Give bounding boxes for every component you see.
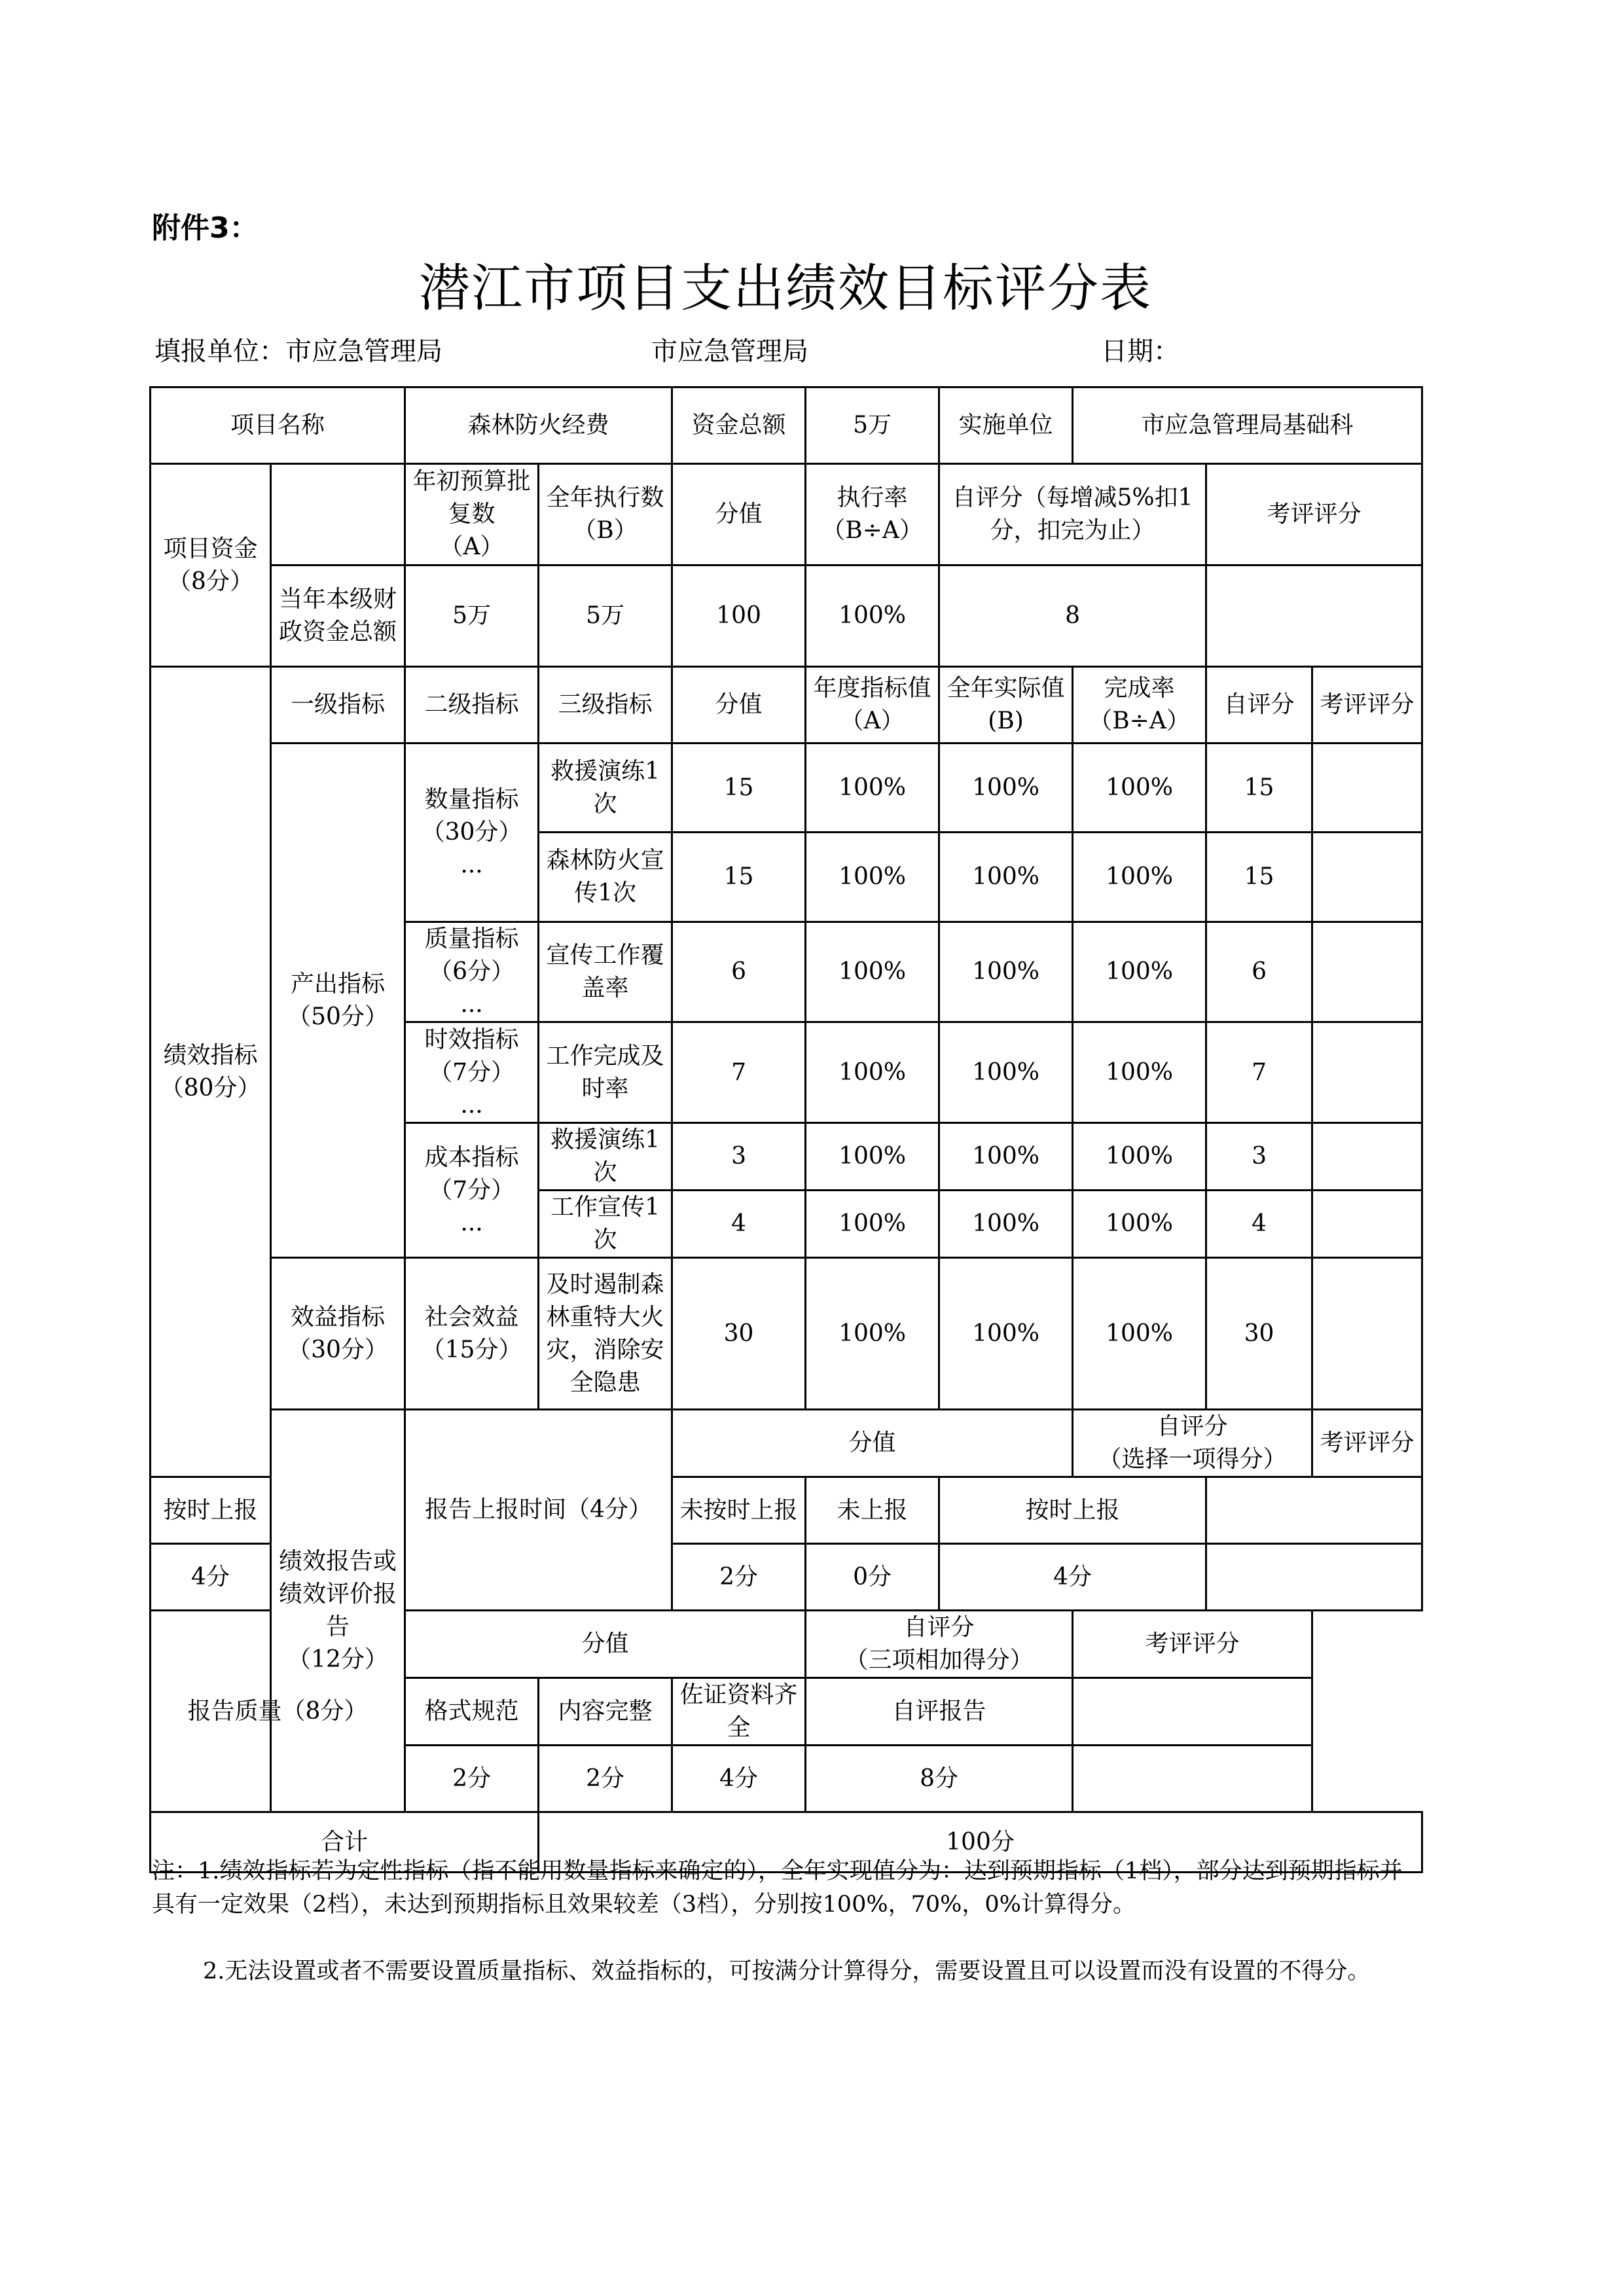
report-time-self-header: 自评分 （选择一项得分） — [1073, 1410, 1312, 1477]
l3-indicator: 工作完成及时率 — [539, 1022, 672, 1123]
output-indicator-label: 产出指标 （50分） — [271, 744, 405, 1258]
evidence-criterion: 佐证资料齐全 — [672, 1678, 806, 1746]
perf-col-actual: 全年实际值(B) — [939, 667, 1073, 744]
indicator-self-score: 15 — [1206, 744, 1312, 833]
report-time-label: 报告上报时间（4分） — [405, 1410, 672, 1611]
indicator-review-score — [1312, 1191, 1422, 1258]
content-criterion: 内容完整 — [539, 1678, 672, 1746]
report-quality-self-header: 自评分 （三项相加得分） — [806, 1611, 1073, 1678]
l3-indicator: 宣传工作覆盖率 — [539, 922, 672, 1022]
l3-indicator: 森林防火宣传1次 — [539, 833, 672, 922]
report-time-self-value: 按时上报 — [939, 1477, 1206, 1544]
indicator-review-score — [1312, 922, 1422, 1022]
fill-unit-label: 填报单位：市应急管理局 — [154, 336, 442, 367]
l3-indicator: 工作宣传1次 — [539, 1191, 672, 1258]
indicator-score: 3 — [672, 1123, 806, 1191]
total-label: 合计 — [151, 1812, 539, 1873]
funds-exec-value: 5万 — [539, 565, 672, 667]
fund-total-label: 资金总额 — [672, 387, 806, 464]
impl-unit-value: 市应急管理局基础科 — [1073, 387, 1422, 464]
indicator-rate: 100% — [1073, 922, 1206, 1022]
evidence-points: 4分 — [672, 1746, 806, 1812]
funds-score-value: 100 — [672, 565, 806, 667]
funds-col-rate: 执行率 （B÷A） — [806, 464, 939, 565]
indicator-score: 15 — [672, 833, 806, 922]
date-label: 日期： — [1101, 336, 1180, 367]
indicator-rate: 100% — [1073, 1191, 1206, 1258]
indicator-rate: 100% — [1073, 1123, 1206, 1191]
indicator-target: 100% — [806, 922, 939, 1022]
indicator-score: 15 — [672, 744, 806, 833]
indicator-self-score: 30 — [1206, 1258, 1312, 1410]
indicator-rate: 100% — [1073, 744, 1206, 833]
indicator-target: 100% — [806, 1258, 939, 1410]
quantity-indicator-label: 数量指标 （30分） ... — [405, 744, 539, 922]
report-time-score-header: 分值 — [672, 1410, 1073, 1477]
indicator-actual: 100% — [939, 833, 1073, 922]
funds-budget-value: 5万 — [405, 565, 539, 667]
l3-indicator: 救援演练1次 — [539, 744, 672, 833]
time-indicator-label: 时效指标 （7分） ... — [405, 1022, 539, 1123]
report-quality-review-header: 考评评分 — [1073, 1611, 1312, 1678]
funds-row-label: 当年本级财政资金总额 — [271, 565, 405, 667]
format-criterion: 格式规范 — [405, 1678, 539, 1746]
on-time-points: 4分 — [151, 1544, 271, 1611]
total-value: 100分 — [539, 1812, 1422, 1873]
indicator-actual: 100% — [939, 744, 1073, 833]
funds-review-value — [1206, 565, 1422, 667]
funds-rate-value: 100% — [806, 565, 939, 667]
indicator-review-score — [1312, 1258, 1422, 1410]
indicator-score: 6 — [672, 922, 806, 1022]
report-section-label: 绩效报告或绩效评价报告 （12分） — [271, 1410, 405, 1812]
perf-col-review: 考评评分 — [1312, 667, 1422, 744]
perf-col-l3: 三级指标 — [539, 667, 672, 744]
indicator-self-score: 7 — [1206, 1022, 1312, 1123]
fund-total-value: 5万 — [806, 387, 939, 464]
l3-indicator: 及时遏制森林重特大火灾，消除安全隐患 — [539, 1258, 672, 1410]
indicator-actual: 100% — [939, 922, 1073, 1022]
indicator-rate: 100% — [1073, 1258, 1206, 1410]
indicator-target: 100% — [806, 1191, 939, 1258]
indicator-review-score — [1312, 1123, 1422, 1191]
indicator-self-score: 4 — [1206, 1191, 1312, 1258]
perf-col-self: 自评分 — [1206, 667, 1312, 744]
indicator-actual: 100% — [939, 1258, 1073, 1410]
report-time-review-value — [1206, 1477, 1422, 1544]
report-quality-review-value — [1073, 1678, 1312, 1746]
format-points: 2分 — [405, 1746, 539, 1812]
funds-blank-cell — [271, 464, 405, 565]
indicator-actual: 100% — [939, 1191, 1073, 1258]
indicator-self-score: 15 — [1206, 833, 1312, 922]
indicator-actual: 100% — [939, 1022, 1073, 1123]
cost-indicator-label: 成本指标 （7分） ... — [405, 1123, 539, 1258]
project-name-label: 项目名称 — [151, 387, 405, 464]
late-points: 2分 — [672, 1544, 806, 1611]
report-quality-label: 报告质量（8分） — [151, 1611, 405, 1812]
report-quality-review-points — [1073, 1746, 1312, 1812]
indicator-score: 7 — [672, 1022, 806, 1123]
indicator-review-score — [1312, 744, 1422, 833]
report-quality-self-points: 8分 — [806, 1746, 1073, 1812]
notes — [152, 1855, 1418, 1988]
indicator-target: 100% — [806, 1123, 939, 1191]
indicator-target: 100% — [806, 744, 939, 833]
perf-col-rate: 完成率 （B÷A） — [1073, 667, 1206, 744]
report-time-review-header: 考评评分 — [1312, 1410, 1422, 1477]
evaluation-table — [149, 386, 1423, 1873]
perf-col-score: 分值 — [672, 667, 806, 744]
funds-self-value: 8 — [939, 565, 1206, 667]
indicator-review-score — [1312, 1022, 1422, 1123]
funds-col-review: 考评评分 — [1206, 464, 1422, 565]
page-title: 潜江市项目支出绩效目标评分表 — [418, 259, 1152, 318]
indicator-target: 100% — [806, 1022, 939, 1123]
funds-col-budget: 年初预算批复数 （A） — [405, 464, 539, 565]
indicator-rate: 100% — [1073, 1022, 1206, 1123]
attachment-label: 附件3： — [152, 211, 259, 245]
report-quality-score-header: 分值 — [405, 1611, 806, 1678]
perf-col-l1: 一级指标 — [271, 667, 405, 744]
indicator-rate: 100% — [1073, 833, 1206, 922]
report-quality-self-value: 自评报告 — [806, 1678, 1073, 1746]
impl-unit-label: 实施单位 — [939, 387, 1073, 464]
not-reported-option: 未上报 — [806, 1477, 939, 1544]
indicator-score: 30 — [672, 1258, 806, 1410]
benefit-indicator-label: 效益指标 （30分） — [271, 1258, 405, 1410]
project-name-value: 森林防火经费 — [405, 387, 672, 464]
content-points: 2分 — [539, 1746, 672, 1812]
l3-indicator: 救援演练1次 — [539, 1123, 672, 1191]
report-time-self-points: 4分 — [939, 1544, 1206, 1611]
fill-unit-name: 市应急管理局 — [651, 336, 808, 367]
report-time-review-points — [1206, 1544, 1422, 1611]
indicator-actual: 100% — [939, 1123, 1073, 1191]
on-time-option: 按时上报 — [151, 1477, 271, 1544]
funds-col-self: 自评分（每增减5%扣1分，扣完为止） — [939, 464, 1206, 565]
indicator-self-score: 3 — [1206, 1123, 1312, 1191]
quality-indicator-label: 质量指标 （6分） ... — [405, 922, 539, 1022]
funds-col-exec: 全年执行数（B） — [539, 464, 672, 565]
perf-col-l2: 二级指标 — [405, 667, 539, 744]
indicator-review-score — [1312, 833, 1422, 922]
perf-col-target: 年度指标值（A） — [806, 667, 939, 744]
indicator-target: 100% — [806, 833, 939, 922]
note-2: 2.无法设置或者不需要设置质量指标、效益指标的，可按满分计算得分，需要设置且可以设置而没有设置的不得分。 — [203, 1958, 1371, 1984]
note-1: 注：1.绩效指标若为定性指标（指不能用数量指标来确定的），全年实现值分为：达到预期指标（1档），部分达到预期指标并具有一定效果（2档），未达到预期指标且效果较差（3档），分别按100%，70%，0%计算得分。 — [152, 1858, 1403, 1918]
perf-section-label: 绩效指标 （80分） — [151, 667, 271, 1477]
not-reported-points: 0分 — [806, 1544, 939, 1611]
social-benefit-label: 社会效益 （15分） — [405, 1258, 539, 1410]
indicator-score: 4 — [672, 1191, 806, 1258]
indicator-self-score: 6 — [1206, 922, 1312, 1022]
funds-col-score: 分值 — [672, 464, 806, 565]
late-option: 未按时上报 — [672, 1477, 806, 1544]
funds-section-label: 项目资金 （8分） — [151, 464, 271, 667]
